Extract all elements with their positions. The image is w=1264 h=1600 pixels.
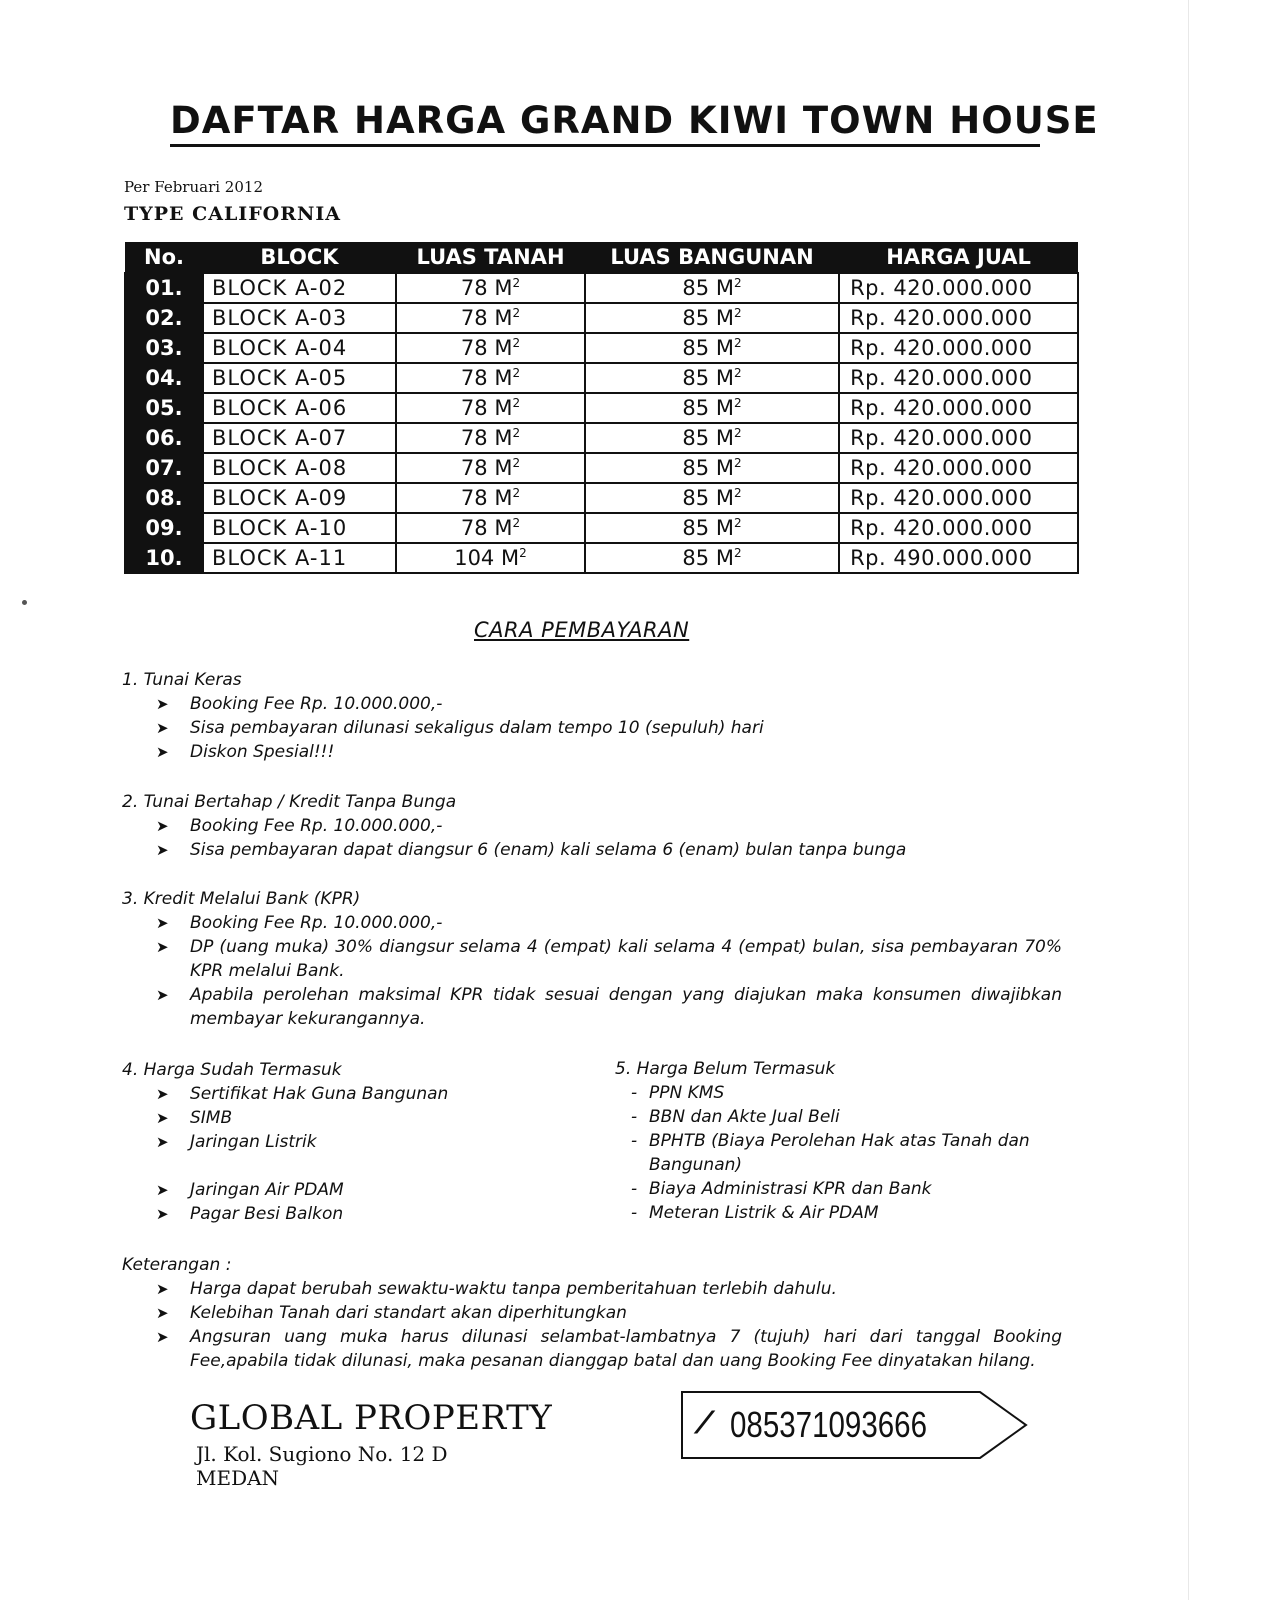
harga-jual-cell: Rp. 420.000.000 bbox=[839, 423, 1078, 453]
luas-bangunan-cell: 85 $M^2$ bbox=[585, 273, 839, 303]
row-number: 09. bbox=[125, 513, 203, 543]
list-item: ➤ Sisa pembayaran dilunasi sekaligus dalam tempo 10 (sepuluh) hari bbox=[156, 718, 764, 738]
arrow-bullet-icon: ➤ bbox=[156, 817, 169, 835]
arrow-bullet-icon: ➤ bbox=[156, 986, 169, 1004]
arrow-bullet-icon: ➤ bbox=[156, 1280, 169, 1298]
luas-tanah-cell: 78 $M^2$ bbox=[396, 453, 585, 483]
arrow-bullet-icon: ➤ bbox=[156, 914, 169, 932]
block-cell: BLOCK A-06 bbox=[203, 393, 396, 423]
arrow-bullet-icon: ➤ bbox=[156, 695, 169, 713]
col-header-no: No. bbox=[125, 242, 203, 273]
block-cell: BLOCK A-08 bbox=[203, 453, 396, 483]
price-excludes bbox=[615, 1057, 1055, 1225]
date-label: Per Februari 2012 bbox=[124, 178, 263, 196]
row-number: 05. bbox=[125, 393, 203, 423]
arrow-bullet-icon: ➤ bbox=[156, 1109, 169, 1127]
list-item: ➤ Booking Fee Rp. 10.000.000,- bbox=[156, 913, 443, 933]
section-heading: 3. Kredit Melalui Bank (KPR) bbox=[122, 889, 361, 909]
list-item: ➤ Jaringan Air PDAM bbox=[156, 1180, 344, 1200]
arrow-bullet-icon: ➤ bbox=[156, 1133, 169, 1151]
arrow-bullet-icon: ➤ bbox=[156, 1181, 169, 1199]
luas-tanah-cell: 78 $M^2$ bbox=[396, 273, 585, 303]
table-row bbox=[125, 393, 1078, 423]
luas-tanah-cell: 78 $M^2$ bbox=[396, 483, 585, 513]
list-item: ➤ Kelebihan Tanah dari standart akan diperhitungkan bbox=[156, 1303, 627, 1323]
arrow-bullet-icon: ➤ bbox=[156, 938, 169, 956]
section-heading: 2. Tunai Bertahap / Kredit Tanpa Bunga bbox=[122, 792, 457, 812]
table-row bbox=[125, 273, 1078, 303]
section-heading: 5. Harga Belum Termasuk bbox=[615, 1059, 836, 1079]
table-row bbox=[125, 423, 1078, 453]
company-address: Jl. Kol. Sugiono No. 12 D bbox=[196, 1442, 448, 1466]
col-header-block: BLOCK bbox=[203, 242, 396, 273]
luas-bangunan-cell: 85 $M^2$ bbox=[585, 483, 839, 513]
section-heading: Keterangan : bbox=[122, 1255, 232, 1275]
block-cell: BLOCK A-10 bbox=[203, 513, 396, 543]
arrow-bullet-icon: ➤ bbox=[156, 743, 169, 761]
harga-jual-cell: Rp. 420.000.000 bbox=[839, 273, 1078, 303]
list-item: ➤ Booking Fee Rp. 10.000.000,- bbox=[156, 816, 443, 836]
col-header-harga-jual: HARGA JUAL bbox=[839, 242, 1078, 273]
table-header-row bbox=[125, 242, 1078, 273]
harga-jual-cell: Rp. 420.000.000 bbox=[839, 363, 1078, 393]
row-number: 08. bbox=[125, 483, 203, 513]
company-name: GLOBAL PROPERTY bbox=[190, 1398, 553, 1438]
luas-tanah-cell: 78 $M^2$ bbox=[396, 423, 585, 453]
luas-tanah-cell: 78 $M^2$ bbox=[396, 333, 585, 363]
block-cell: BLOCK A-11 bbox=[203, 543, 396, 573]
phone-handset-icon: ⁄ bbox=[702, 1406, 708, 1441]
block-cell: BLOCK A-03 bbox=[203, 303, 396, 333]
list-item: - BBN dan Akte Jual Beli bbox=[631, 1107, 840, 1127]
luas-bangunan-cell: 85 $M^2$ bbox=[585, 333, 839, 363]
row-number: 06. bbox=[125, 423, 203, 453]
harga-jual-cell: Rp. 420.000.000 bbox=[839, 393, 1078, 423]
list-item: ➤ Apabila perolehan maksimal KPR tidak sesuai dengan yang diajukan maka konsumen diwajibkan membayar kekurangannya. bbox=[156, 985, 1062, 1029]
row-number: 02. bbox=[125, 303, 203, 333]
luas-tanah-cell: 78 $M^2$ bbox=[396, 363, 585, 393]
list-item: ➤ Harga dapat berubah sewaktu-waktu tanpa pemberitahuan terlebih dahulu. bbox=[156, 1279, 837, 1299]
list-item: ➤ Angsuran uang muka harus dilunasi selambat-lambatnya 7 (tujuh) hari dari tanggal Booking Fee,apabila tidak dilunasi, maka pesanan dianggap batal dan uang Booking Fee dinyatakan hilang. bbox=[156, 1327, 1062, 1371]
table-row bbox=[125, 543, 1078, 573]
block-cell: BLOCK A-07 bbox=[203, 423, 396, 453]
col-header-luas-bangunan: LUAS BANGUNAN bbox=[585, 242, 839, 273]
house-type-label: TYPE CALIFORNIA bbox=[124, 203, 342, 225]
luas-tanah-cell: 78 $M^2$ bbox=[396, 393, 585, 423]
payment-method-1 bbox=[122, 668, 764, 764]
table-row bbox=[125, 363, 1078, 393]
price-includes bbox=[122, 1058, 448, 1226]
harga-jual-cell: Rp. 420.000.000 bbox=[839, 333, 1078, 363]
scan-speck bbox=[22, 600, 27, 605]
list-item: - BPHTB (Biaya Perolehan Hak atas Tanah dan Bangunan) bbox=[631, 1131, 1030, 1175]
list-item: ➤ DP (uang muka) 30% diangsur selama 4 (empat) kali selama 4 (empat) bulan, sisa pembayaran 70% KPR melalui Bank. bbox=[156, 937, 1062, 981]
luas-tanah-cell: 78 $M^2$ bbox=[396, 513, 585, 543]
harga-jual-cell: Rp. 420.000.000 bbox=[839, 453, 1078, 483]
luas-bangunan-cell: 85 $M^2$ bbox=[585, 453, 839, 483]
arrow-bullet-icon: ➤ bbox=[156, 1205, 169, 1223]
luas-tanah-cell: 78 $M^2$ bbox=[396, 303, 585, 333]
payment-section-title: CARA PEMBAYARAN bbox=[474, 618, 690, 642]
table-row bbox=[125, 303, 1078, 333]
luas-bangunan-cell: 85 $M^2$ bbox=[585, 423, 839, 453]
row-number: 04. bbox=[125, 363, 203, 393]
row-number: 03. bbox=[125, 333, 203, 363]
table-row bbox=[125, 333, 1078, 363]
row-number: 07. bbox=[125, 453, 203, 483]
arrow-bullet-icon: ➤ bbox=[156, 1328, 169, 1346]
list-item: - Meteran Listrik & Air PDAM bbox=[631, 1203, 879, 1223]
list-item: ➤ Sisa pembayaran dapat diangsur 6 (enam) kali selama 6 (enam) bulan tanpa bunga bbox=[156, 840, 907, 860]
section-heading: 4. Harga Sudah Termasuk bbox=[122, 1060, 342, 1080]
luas-tanah-cell: 104 $M^2$ bbox=[396, 543, 585, 573]
scan-edge bbox=[1188, 0, 1189, 1600]
list-item: - Biaya Administrasi KPR dan Bank bbox=[631, 1179, 932, 1199]
phone-callout bbox=[680, 1390, 1030, 1460]
block-cell: BLOCK A-09 bbox=[203, 483, 396, 513]
luas-bangunan-cell: 85 $M^2$ bbox=[585, 303, 839, 333]
row-number: 01. bbox=[125, 273, 203, 303]
harga-jual-cell: Rp. 420.000.000 bbox=[839, 513, 1078, 543]
luas-bangunan-cell: 85 $M^2$ bbox=[585, 393, 839, 423]
row-number: 10. bbox=[125, 543, 203, 573]
list-item: - PPN KMS bbox=[631, 1083, 725, 1103]
notes-section bbox=[122, 1253, 1062, 1373]
price-table bbox=[124, 242, 1079, 574]
luas-bangunan-cell: 85 $M^2$ bbox=[585, 543, 839, 573]
luas-bangunan-cell: 85 $M^2$ bbox=[585, 363, 839, 393]
phone-number: 085371093666 bbox=[730, 1404, 928, 1445]
block-cell: BLOCK A-04 bbox=[203, 333, 396, 363]
harga-jual-cell: Rp. 490.000.000 bbox=[839, 543, 1078, 573]
block-cell: BLOCK A-05 bbox=[203, 363, 396, 393]
list-item: ➤ Jaringan Listrik bbox=[156, 1132, 317, 1152]
arrow-bullet-icon: ➤ bbox=[156, 1304, 169, 1322]
list-item: ➤ SIMB bbox=[156, 1108, 233, 1128]
page-title: DAFTAR HARGA GRAND KIWI TOWN HOUSE bbox=[170, 100, 1040, 147]
table-row bbox=[125, 513, 1078, 543]
col-header-luas-tanah: LUAS TANAH bbox=[396, 242, 585, 273]
list-item: ➤ Sertifikat Hak Guna Bangunan bbox=[156, 1084, 449, 1104]
company-city: MEDAN bbox=[196, 1466, 280, 1490]
arrow-bullet-icon: ➤ bbox=[156, 841, 169, 859]
list-item: ➤ Booking Fee Rp. 10.000.000,- bbox=[156, 694, 443, 714]
table-row bbox=[125, 483, 1078, 513]
price-table-body bbox=[125, 273, 1078, 573]
harga-jual-cell: Rp. 420.000.000 bbox=[839, 483, 1078, 513]
arrow-bullet-icon: ➤ bbox=[156, 1085, 169, 1103]
table-row bbox=[125, 453, 1078, 483]
list-item: ➤ Pagar Besi Balkon bbox=[156, 1204, 344, 1224]
block-cell: BLOCK A-02 bbox=[203, 273, 396, 303]
list-item: ➤ Diskon Spesial!!! bbox=[156, 742, 335, 762]
harga-jual-cell: Rp. 420.000.000 bbox=[839, 303, 1078, 333]
arrow-bullet-icon: ➤ bbox=[156, 719, 169, 737]
luas-bangunan-cell: 85 $M^2$ bbox=[585, 513, 839, 543]
payment-method-2 bbox=[122, 790, 906, 862]
payment-method-3 bbox=[122, 887, 1062, 1031]
section-heading: 1. Tunai Keras bbox=[122, 670, 242, 690]
